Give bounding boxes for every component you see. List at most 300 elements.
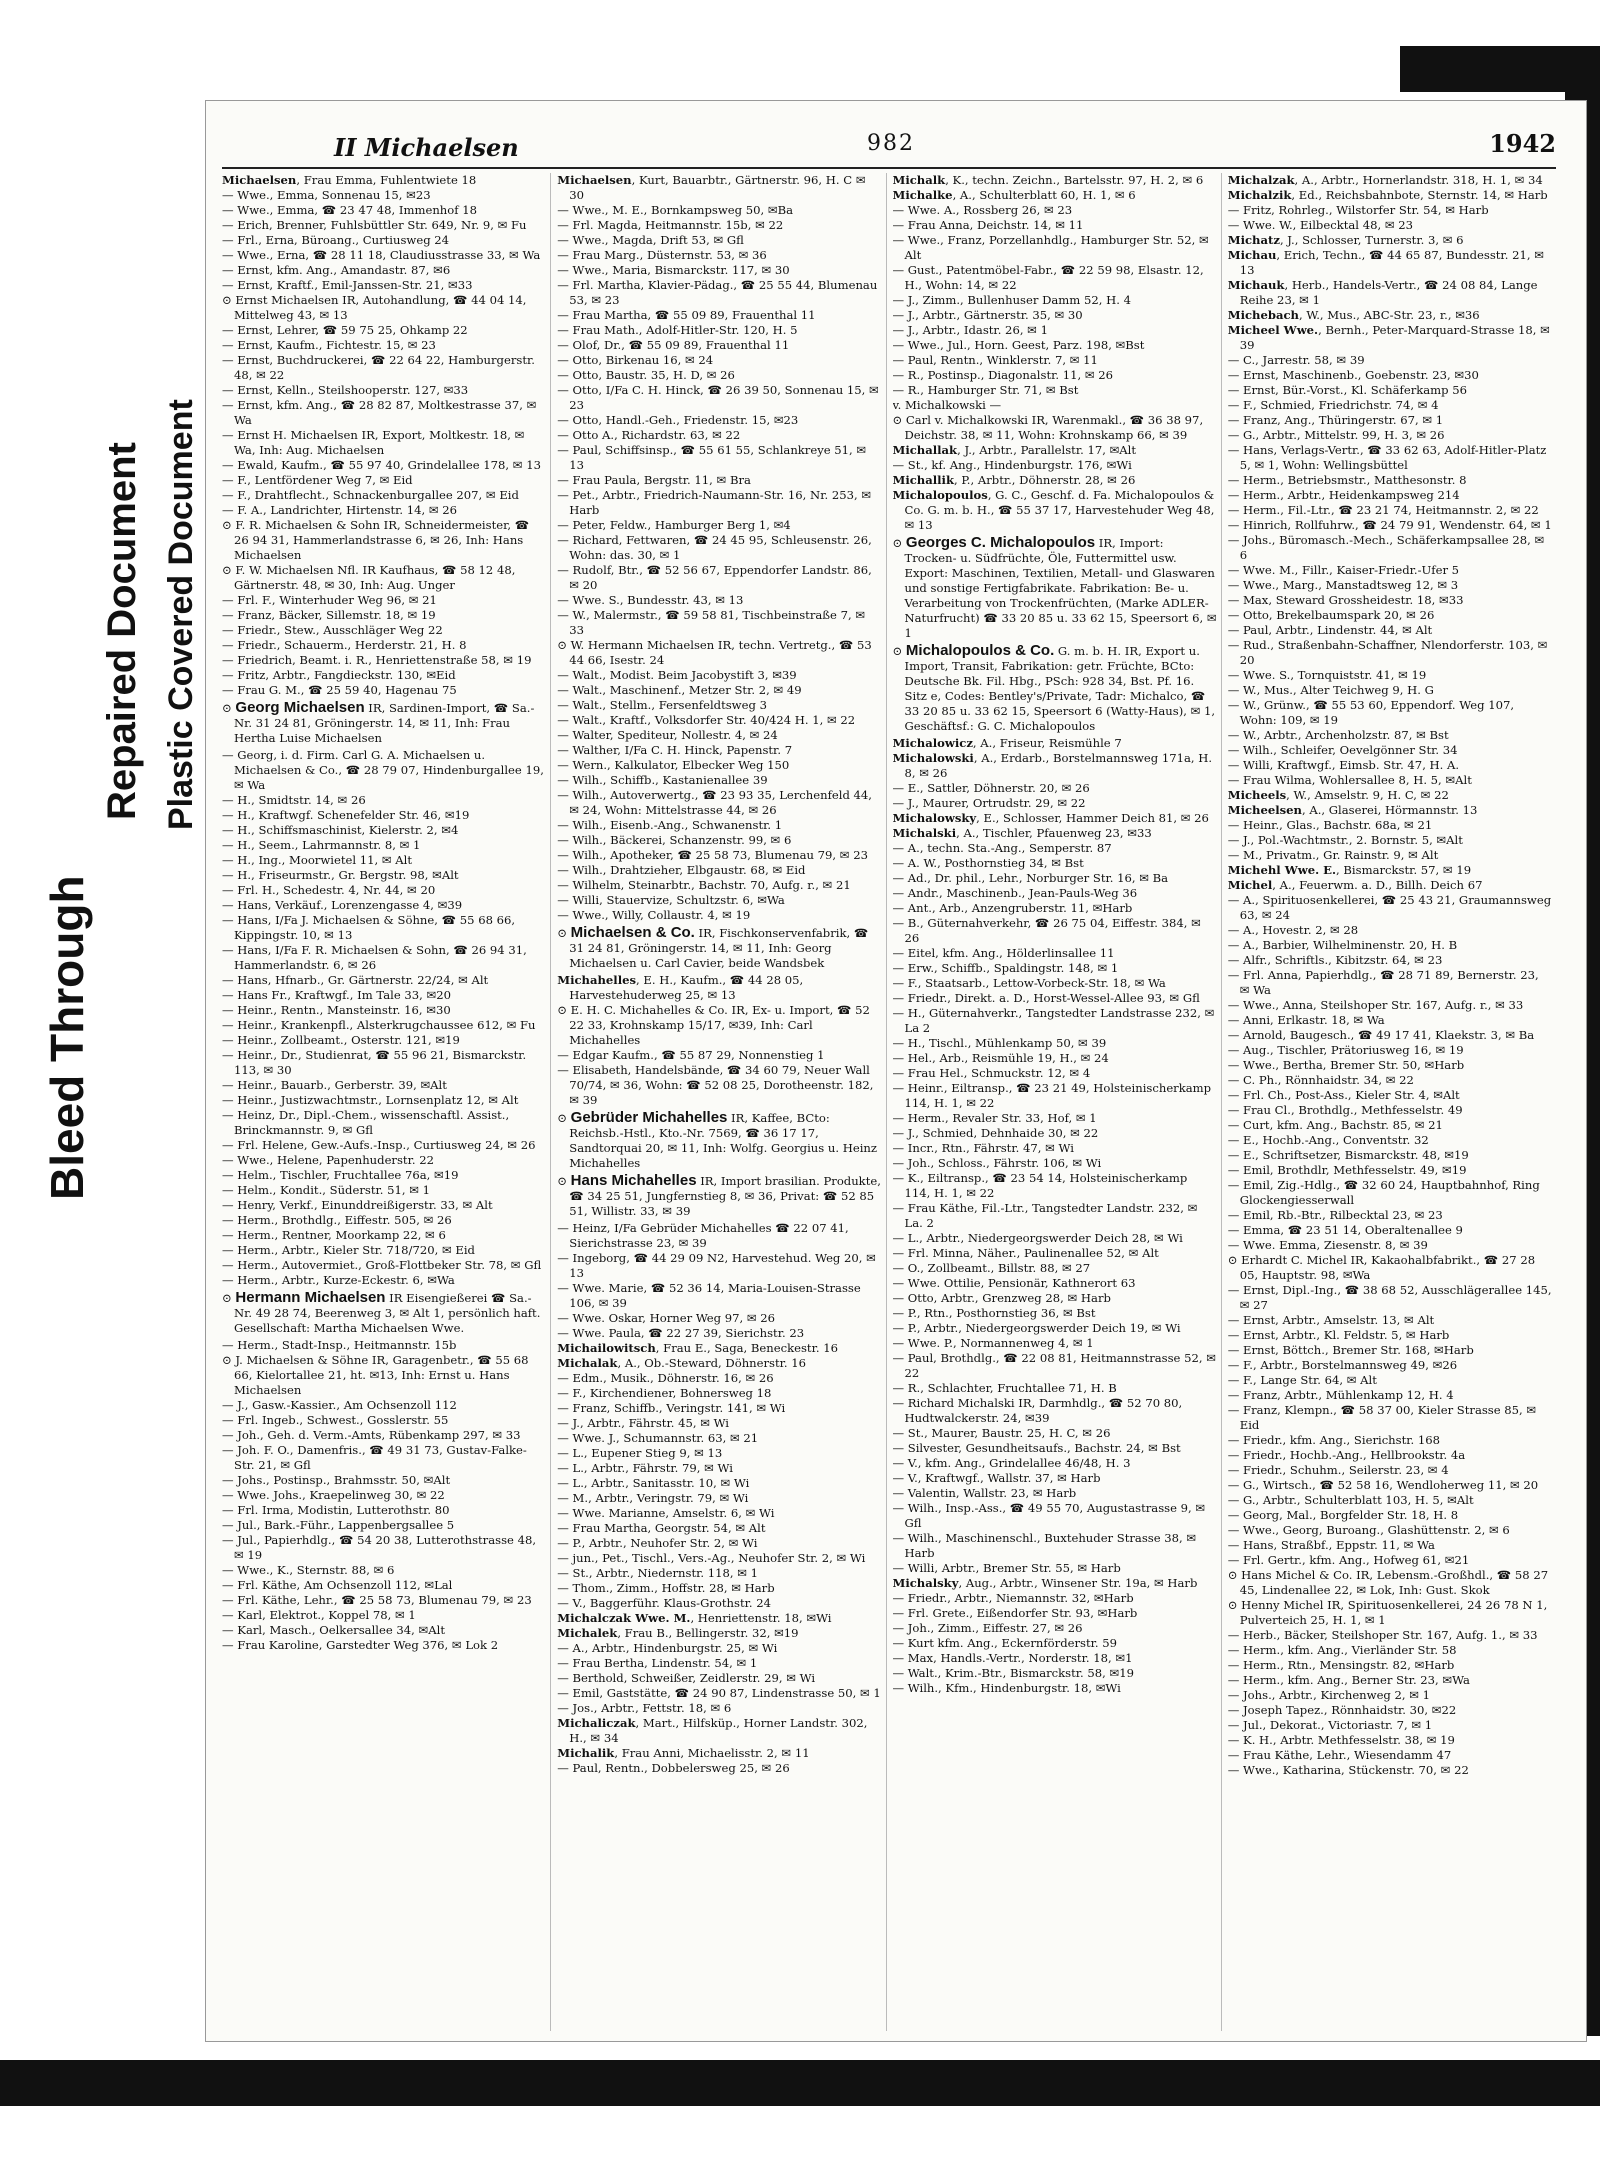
directory-entry: Michauk, Herb., Handels-Vertr., ☎ 24 08 84, Lange Reihe 23, ✉ 1 bbox=[1227, 278, 1538, 307]
directory-entry: — Helm., Tischler, Fruchtallee 76a, ✉19 bbox=[222, 1168, 459, 1182]
directory-entry: ⊙ E. H. C. Michahelles & Co. IR, Ex- u. Import, ☎ 52 22 33, Krohnskamp 15/17, ✉39, Inh: Carl Michahelles bbox=[557, 1003, 870, 1047]
directory-entry: — V., kfm. Ang., Grindelallee 46/48, H. 3 bbox=[892, 1456, 1131, 1470]
directory-entry: — F., Lange Str. 64, ✉ Alt bbox=[1227, 1373, 1377, 1387]
directory-entry: — A., Hovestr. 2, ✉ 28 bbox=[1227, 923, 1359, 937]
directory-entry: — Wwe. J., Schumannstr. 63, ✉ 21 bbox=[557, 1431, 759, 1445]
directory-entry: — Frl. Ingeb., Schwest., Gosslerstr. 55 bbox=[222, 1413, 449, 1427]
directory-entry: Michalak, A., Ob.-Steward, Döhnerstr. 16 bbox=[557, 1356, 807, 1370]
directory-entry: — Anni, Erlkastr. 18, ✉ Wa bbox=[1227, 1013, 1385, 1027]
directory-entry: — F., Lentfördener Weg 7, ✉ Eid bbox=[222, 473, 413, 487]
directory-entry: — Wwe., K., Sternstr. 88, ✉ 6 bbox=[222, 1563, 395, 1577]
directory-entry: — H., Smidtstr. 14, ✉ 26 bbox=[222, 793, 366, 807]
directory-entry: — Jos., Arbtr., Fettstr. 18, ✉ 6 bbox=[557, 1701, 732, 1715]
directory-entry: — Frau Hel., Schmuckstr. 12, ✉ 4 bbox=[892, 1066, 1091, 1080]
directory-entry: — Wwe. Ottilie, Pensionär, Kathnerort 63 bbox=[892, 1276, 1136, 1290]
directory-entry: Michatz, J., Schlosser, Turnerstr. 3, ✉ 6 bbox=[1227, 233, 1464, 247]
directory-entry: — Wwe., Magda, Drift 53, ✉ Gfl bbox=[557, 233, 744, 247]
directory-entry: — Richard, Fettwaren, ☎ 24 45 95, Schleusenstr. 26, Wohn: das. 30, ✉ 1 bbox=[557, 533, 872, 562]
directory-entry: — Willi, Stauervize, Schultzstr. 6, ✉Wa bbox=[557, 893, 785, 907]
directory-entry: — Frau Math., Adolf-Hitler-Str. 120, H. 5 bbox=[557, 323, 798, 337]
directory-entry: — Wwe. S., Bundesstr. 43, ✉ 13 bbox=[557, 593, 744, 607]
directory-entry: — Hans, Straßbf., Eppstr. 11, ✉ Wa bbox=[1227, 1538, 1435, 1552]
directory-entry: — Hans, Verkäuf., Lorenzengasse 4, ✉39 bbox=[222, 898, 463, 912]
directory-entry: — Otto, Baustr. 35, H. D, ✉ 26 bbox=[557, 368, 735, 382]
directory-entry: — H., Güternahverkr., Tangstedter Landstrasse 232, ✉ La 2 bbox=[892, 1006, 1215, 1035]
directory-entry: — Wwe., Willy, Collaustr. 4, ✉ 19 bbox=[557, 908, 751, 922]
directory-entry: — Wwe., Bertha, Bremer Str. 50, ✉Harb bbox=[1227, 1058, 1465, 1072]
directory-entry: — Fritz, Arbtr., Fangdieckstr. 130, ✉Eid bbox=[222, 668, 456, 682]
directory-entry: — Frau Käthe, Fil.-Ltr., Tangstedter Landstr. 232, ✉ La. 2 bbox=[892, 1201, 1198, 1230]
directory-entry: ⊙ Gebrüder Michahelles IR, Kaffee, BCto: Reichsb.-Hstl., Kto.-Nr. 7569, ☎ 36 17 17, Sandtorquai 20, ✉ 11, Inh: Wolfg. Georgius u. Heinz Michahelles bbox=[557, 1109, 877, 1170]
stamp-repaired-document: Repaired Document bbox=[100, 442, 144, 820]
directory-entry: — Ernst, Kaufm., Fichtestr. 15, ✉ 23 bbox=[222, 338, 436, 352]
directory-entry: — P., Arbtr., Neuhofer Str. 2, ✉ Wi bbox=[557, 1536, 758, 1550]
directory-entry: — Wilh., Bäckerei, Schanzenstr. 99, ✉ 6 bbox=[557, 833, 792, 847]
directory-entry: — Berthold, Schweißer, Zeidlerstr. 29, ✉ Wi bbox=[557, 1671, 816, 1685]
directory-entry: — Frl. F., Winterhuder Weg 96, ✉ 21 bbox=[222, 593, 437, 607]
directory-entry: Michalowsky, E., Schlosser, Hammer Deich 81, ✉ 26 bbox=[892, 811, 1209, 825]
directory-entry: — G., Arbtr., Mittelstr. 99, H. 3, ✉ 26 bbox=[1227, 428, 1445, 442]
directory-entry: — Hel., Arb., Reismühle 19, H., ✉ 24 bbox=[892, 1051, 1109, 1065]
year: 1942 bbox=[1489, 129, 1556, 158]
directory-entry: — A., techn. Sta.-Ang., Semperstr. 87 bbox=[892, 841, 1112, 855]
directory-entry: Michallak, J., Arbtr., Parallelstr. 17, ✉Alt bbox=[892, 443, 1137, 457]
directory-entry: — Hans Fr., Kraftwgf., Im Tale 33, ✉20 bbox=[222, 988, 451, 1002]
directory-entry: — Frl. Gertr., kfm. Ang., Hofweg 61, ✉21 bbox=[1227, 1553, 1470, 1567]
directory-entry: — Friedr., kfm. Ang., Sierichstr. 168 bbox=[1227, 1433, 1441, 1447]
directory-entry: — Frl. Martha, Klavier-Pädag., ☎ 25 55 44, Blumenau 53, ✉ 23 bbox=[557, 278, 878, 307]
directory-entry: — Frau Martha, Georgstr. 54, ✉ Alt bbox=[557, 1521, 766, 1535]
directory-entry: Michalke, A., Schulterblatt 60, H. 1, ✉ 6 bbox=[892, 188, 1136, 202]
directory-entry: — Otto, Brekelbaumspark 20, ✉ 26 bbox=[1227, 608, 1435, 622]
directory-entry: ⊙ Michaelsen & Co. IR, Fischkonservenfabrik, ☎ 31 24 81, Gröningerstr. 14, ✉ 11, Inh: Georg Michaelsen u. Carl Cavier, beide Wandsbek bbox=[557, 924, 869, 970]
directory-entry: ⊙ Erhardt C. Michel IR, Kakaohalbfabrikt., ☎ 27 28 05, Hauptstr. 98, ✉Wa bbox=[1227, 1253, 1536, 1282]
header-rule bbox=[222, 167, 1556, 169]
directory-entry: — Herm., Arbtr., Kurze-Eckestr. 6, ✉Wa bbox=[222, 1273, 455, 1287]
column-2 bbox=[557, 173, 886, 2031]
directory-entry: — St., Maurer, Baustr. 25, H. C, ✉ 26 bbox=[892, 1426, 1111, 1440]
directory-entry: ⊙ F. W. Michaelsen Nfl. IR Kaufhaus, ☎ 58 12 48, Gärtnerstr. 48, ✉ 30, Inh: Aug. Unger bbox=[222, 563, 516, 592]
directory-entry: — Frau Karoline, Garstedter Weg 376, ✉ Lok 2 bbox=[222, 1638, 499, 1652]
directory-entry: — Pet., Arbtr., Friedrich-Naumann-Str. 16, Nr. 253, ✉ Harb bbox=[557, 488, 872, 517]
scan-border-bottom bbox=[0, 2060, 1600, 2106]
directory-entry: — E., Schriftsetzer, Bismarckstr. 48, ✉19 bbox=[1227, 1148, 1469, 1162]
directory-entry: ⊙ Michalopoulos & Co. G. m. b. H. IR, Export u. Import, Transit, Fabrikation: getr. Früchte, BCto: Deutsche Bk. Fil. Hbg., PSch: 928 34, Bst. Pf. 16. Sitz e, Codes: Bentley's/Private, Tadr: Michalco, ☎ 33 20 85 u. 33 62 15, Speersort 6 (Watty-Haus), ✉ 1, Geschäftsf.: G. C. Michalopoulos bbox=[892, 642, 1216, 733]
directory-entry: — Hans, Hfnarb., Gr. Gärtnerstr. 22/24, ✉ Alt bbox=[222, 973, 489, 987]
directory-entry: — Johs., Arbtr., Kirchenweg 2, ✉ 1 bbox=[1227, 1688, 1431, 1702]
directory-entry: — Karl, Masch., Oelkersallee 34, ✉Alt bbox=[222, 1623, 445, 1637]
directory-entry: ⊙ Ernst Michaelsen IR, Autohandlung, ☎ 44 04 14, Mittelweg 43, ✉ 13 bbox=[222, 293, 527, 322]
directory-entry: — Herm., Betriebsmstr., Matthesonstr. 8 bbox=[1227, 473, 1467, 487]
directory-entry: — Frau G. M., ☎ 25 59 40, Hagenau 75 bbox=[222, 683, 457, 697]
directory-entry: — Ernst, Kraftf., Emil-Janssen-Str. 21, ✉33 bbox=[222, 278, 473, 292]
directory-entry: — Henry, Verkf., Einunddreißigerstr. 33, ✉ Alt bbox=[222, 1198, 493, 1212]
directory-entry: — C. Ph., Rönnhaidstr. 34, ✉ 22 bbox=[1227, 1073, 1414, 1087]
directory-entry: — Otto, I/Fa C. H. Hinck, ☎ 26 39 50, Sonnenau 15, ✉ 23 bbox=[557, 383, 879, 412]
directory-entry: — Hans, I/Fa F. R. Michaelsen & Sohn, ☎ 26 94 31, Hammerlandstr. 6, ✉ 26 bbox=[222, 943, 527, 972]
directory-entry: — Johs., Büromasch.-Mech., Schäferkampsallee 28, ✉ 6 bbox=[1227, 533, 1545, 562]
directory-entry: — Georg, i. d. Firm. Carl G. A. Michaelsen u. Michaelsen & Co., ☎ 28 79 07, Hindenburgallee 19, ✉ Wa bbox=[222, 748, 544, 792]
directory-entry: — Herm., Arbtr., Heidenkampsweg 214 bbox=[1227, 488, 1460, 502]
directory-entry: — Franz, Ang., Thüringerstr. 67, ✉ 1 bbox=[1227, 413, 1444, 427]
directory-entry: — Frl. H., Schedestr. 4, Nr. 44, ✉ 20 bbox=[222, 883, 436, 897]
directory-entry: — Joh., Geh. d. Verm.-Amts, Rübenkamp 297, ✉ 33 bbox=[222, 1428, 521, 1442]
directory-entry: — Wwe. Marie, ☎ 52 36 14, Maria-Louisen-Strasse 106, ✉ 39 bbox=[557, 1281, 861, 1310]
column-4 bbox=[1228, 173, 1556, 2031]
directory-entry: Michallik, P., Arbtr., Döhnerstr. 28, ✉ 26 bbox=[892, 473, 1136, 487]
directory-entry: — Franz, Arbtr., Mühlenkamp 12, H. 4 bbox=[1227, 1388, 1454, 1402]
directory-entry: — Friedr., Stew., Ausschläger Weg 22 bbox=[222, 623, 443, 637]
directory-entry: — Ernst, kfm. Ang., Amandastr. 87, ✉6 bbox=[222, 263, 451, 277]
directory-entry: — Heinr., Dr., Studienrat, ☎ 55 96 21, Bismarckstr. 113, ✉ 30 bbox=[222, 1048, 527, 1077]
directory-entry: — R., Postinsp., Diagonalstr. 11, ✉ 26 bbox=[892, 368, 1114, 382]
directory-entry: — W., Malermstr., ☎ 59 58 81, Tischbeinstraße 7, ✉ 33 bbox=[557, 608, 866, 637]
directory-entry: — M., Privatm., Gr. Rainstr. 9, ✉ Alt bbox=[1227, 848, 1439, 862]
directory-entry: — F. A., Landrichter, Hirtenstr. 14, ✉ 26 bbox=[222, 503, 458, 517]
directory-entry: — Frau Anna, Deichstr. 14, ✉ 11 bbox=[892, 218, 1084, 232]
directory-entry: — Herm., Fil.-Ltr., ☎ 23 21 74, Heitmannstr. 2, ✉ 22 bbox=[1227, 503, 1539, 517]
directory-entry: — Peter, Feldw., Hamburger Berg 1, ✉4 bbox=[557, 518, 791, 532]
directory-entry: — Rudolf, Btr., ☎ 52 56 67, Eppendorfer Landstr. 86, ✉ 20 bbox=[557, 563, 872, 592]
directory-entry: — Wilh., Autoverwertg., ☎ 23 93 35, Lerchenfeld 44, ✉ 24, Wohn: Mittelstrasse 44, ✉ 26 bbox=[557, 788, 872, 817]
directory-entry: ⊙ Georges C. Michalopoulos IR, Import: Trocken- u. Südfrüchte, Öle, Futtermittel usw. Export: Maschinen, Textilien, Metall- und Glaswaren und sonstige Fertigfabrikate. Fabrikation: Be- u. Verarbeitung von Trockenfrüchten, (Marke ADLER-Naturfrucht) ☎ 33 20 85 u. 33 62 15, Speersort 6, ✉ 1 bbox=[892, 534, 1217, 640]
directory-entry: — A., Arbtr., Hindenburgstr. 25, ✉ Wi bbox=[557, 1641, 778, 1655]
directory-entry: — O., Zollbeamt., Billstr. 88, ✉ 27 bbox=[892, 1261, 1091, 1275]
directory-entry: — J., Gasw.-Kassier., Am Ochsenzoll 112 bbox=[222, 1398, 457, 1412]
directory-entry: — C., Jarrestr. 58, ✉ 39 bbox=[1227, 353, 1365, 367]
directory-entry: — Wwe., Anna, Steilshoper Str. 167, Aufg. r., ✉ 33 bbox=[1227, 998, 1524, 1012]
directory-entry: — Erw., Schiffb., Spaldingstr. 148, ✉ 1 bbox=[892, 961, 1119, 975]
column-3 bbox=[893, 173, 1222, 2031]
directory-entry: — W., Grünw., ☎ 55 53 60, Eppendorf. Weg 107, Wohn: 109, ✉ 19 bbox=[1227, 698, 1515, 727]
directory-entry: — Paul, Schiffsinsp., ☎ 55 61 55, Schlankreye 51, ✉ 13 bbox=[557, 443, 867, 472]
directory-entry: — Wwe., Jul., Horn. Geest, Parz. 198, ✉Bst bbox=[892, 338, 1145, 352]
directory-entry: — L., Arbtr., Fährstr. 79, ✉ Wi bbox=[557, 1461, 733, 1475]
directory-entry: Michalek, Frau B., Bellingerstr. 32, ✉19 bbox=[557, 1626, 799, 1640]
directory-entry: — Wilh., Schleifer, Oevelgönner Str. 34 bbox=[1227, 743, 1458, 757]
directory-entry: — Frau Wilma, Wohlersallee 8, H. 5, ✉Alt bbox=[1227, 773, 1472, 787]
directory-entry: — Wilh., Drahtzieher, Elbgaustr. 68, ✉ Eid bbox=[557, 863, 806, 877]
directory-entry: — Heinr., Bauarb., Gerberstr. 39, ✉Alt bbox=[222, 1078, 447, 1092]
directory-entry: — Ewald, Kaufm., ☎ 55 97 40, Grindelallee 178, ✉ 13 bbox=[222, 458, 541, 472]
directory-entry: — Heinz, I/Fa Gebrüder Michahelles ☎ 22 07 41, Sierichstrasse 23, ✉ 39 bbox=[557, 1221, 849, 1250]
directory-entry: — A., Spirituosenkellerei, ☎ 25 43 21, Graumannsweg 63, ✉ 24 bbox=[1227, 893, 1552, 922]
directory-entry: — L., Arbtr., Sanitasstr. 10, ✉ Wi bbox=[557, 1476, 750, 1490]
directory-entry: — Emil, Brothdlr, Methfesselstr. 49, ✉19 bbox=[1227, 1163, 1467, 1177]
directory-entry: — Frl. Magda, Heitmannstr. 15b, ✉ 22 bbox=[557, 218, 784, 232]
directory-entry: — Wwe. Paula, ☎ 22 27 39, Sierichstr. 23 bbox=[557, 1326, 805, 1340]
directory-entry: — Wwe., Helene, Papenhuderstr. 22 bbox=[222, 1153, 434, 1167]
directory-entry: — Friedr., Arbtr., Niemannstr. 32, ✉Harb bbox=[892, 1591, 1134, 1605]
listing-columns bbox=[222, 173, 1556, 2031]
directory-entry: — Wwe. W., Eilbecktal 48, ✉ 23 bbox=[1227, 218, 1413, 232]
directory-entry: Michehl Wwe. E., Bismarckstr. 57, ✉ 19 bbox=[1227, 863, 1472, 877]
directory-entry: — Georg, Mal., Borgfelder Str. 18, H. 8 bbox=[1227, 1508, 1459, 1522]
directory-entry: — F., Drahtflecht., Schnackenburgallee 207, ✉ Eid bbox=[222, 488, 519, 502]
directory-entry: — Ernst, Böttch., Bremer Str. 168, ✉Harb bbox=[1227, 1343, 1474, 1357]
directory-entry: — Ernst, Lehrer, ☎ 59 75 25, Ohkamp 22 bbox=[222, 323, 468, 337]
directory-entry: — Ingeborg, ☎ 44 29 09 N2, Harvestehud. Weg 20, ✉ 13 bbox=[557, 1251, 876, 1280]
directory-entry: Michalowski, A., Erdarb., Borstelmannsweg 171a, H. 8, ✉ 26 bbox=[892, 751, 1213, 780]
directory-entry: — Otto, Handl.-Geh., Friedenstr. 15, ✉23 bbox=[557, 413, 799, 427]
directory-entry: — Frau Bertha, Lindenstr. 54, ✉ 1 bbox=[557, 1656, 758, 1670]
directory-entry: — Alfr., Schriftls., Kibitzstr. 64, ✉ 23 bbox=[1227, 953, 1443, 967]
directory-entry: — Eitel, kfm. Ang., Hölderlinsallee 11 bbox=[892, 946, 1115, 960]
directory-entry: — Wwe., Maria, Bismarckstr. 117, ✉ 30 bbox=[557, 263, 790, 277]
directory-entry: — Herm., kfm. Ang., Vierländer Str. 58 bbox=[1227, 1643, 1457, 1657]
directory-entry: — F., Schmied, Friedrichstr. 74, ✉ 4 bbox=[1227, 398, 1439, 412]
directory-entry: — Walt., Modist. Beim Jacobystift 3, ✉39 bbox=[557, 668, 797, 682]
directory-entry: — Frl. Ch., Post-Ass., Kieler Str. 4, ✉Alt bbox=[1227, 1088, 1460, 1102]
directory-entry: Michailowitsch, Frau E., Saga, Beneckestr. 16 bbox=[557, 1341, 838, 1355]
directory-entry: — E., Hochb.-Ang., Conventstr. 32 bbox=[1227, 1133, 1429, 1147]
directory-entry: — Ernst, Dipl.-Ing., ☎ 38 68 52, Ausschlägerallee 145, ✉ 27 bbox=[1227, 1283, 1552, 1312]
directory-entry: Micheelsen, A., Glaserei, Hörmannstr. 13 bbox=[1227, 803, 1478, 817]
directory-entry: — Wwe., Erna, ☎ 28 11 18, Claudiusstrasse 33, ✉ Wa bbox=[222, 248, 541, 262]
directory-entry: — Fritz, Rohrleg., Wilstorfer Str. 54, ✉ Harb bbox=[1227, 203, 1489, 217]
directory-entry: — Joh., Zimm., Eiffestr. 27, ✉ 26 bbox=[892, 1621, 1083, 1635]
directory-entry: — Herm., Stadt-Insp., Heitmannstr. 15b bbox=[222, 1338, 457, 1352]
directory-entry: Michalzak, A., Arbtr., Hornerlandstr. 318, H. 1, ✉ 34 bbox=[1227, 173, 1543, 187]
directory-entry: — W., Mus., Alter Teichweg 9, H. G bbox=[1227, 683, 1434, 697]
directory-entry: Micheel Wwe., Bernh., Peter-Marquard-Strasse 18, ✉ 39 bbox=[1227, 323, 1550, 352]
directory-entry: — J., Pol.-Wachtmstr., 2. Bornstr. 5, ✉Alt bbox=[1227, 833, 1463, 847]
column-1 bbox=[222, 173, 551, 2031]
directory-entry: — Wwe. Emma, Ziesenstr. 8, ✉ 39 bbox=[1227, 1238, 1428, 1252]
directory-entry: — Otto A., Richardstr. 63, ✉ 22 bbox=[557, 428, 741, 442]
directory-entry: ⊙ J. Michaelsen & Söhne IR, Garagenbetr., ☎ 55 68 66, Kielortallee 21, ht. ✉13, Inh: Ernst u. Hans Michaelsen bbox=[222, 1353, 529, 1397]
page-header bbox=[222, 115, 1556, 162]
directory-entry: — Paul, Brothdlg., ☎ 22 08 81, Heitmannstrasse 52, ✉ 22 bbox=[892, 1351, 1216, 1380]
directory-entry: — Willi, Kraftwgf., Eimsb. Str. 47, H. A. bbox=[1227, 758, 1460, 772]
directory-entry: ⊙ W. Hermann Michaelsen IR, techn. Vertretg., ☎ 53 44 66, Isestr. 24 bbox=[557, 638, 872, 667]
directory-entry: — Heinr., Glas., Bachstr. 68a, ✉ 21 bbox=[1227, 818, 1433, 832]
directory-entry: — Kurt kfm. Ang., Eckernförderstr. 59 bbox=[892, 1636, 1118, 1650]
directory-entry: Michalik, Frau Anni, Michaelisstr. 2, ✉ 11 bbox=[557, 1746, 810, 1760]
directory-entry: — Rud., Straßenbahn-Schaffner, Nlendorferstr. 103, ✉ 20 bbox=[1227, 638, 1548, 667]
directory-entry: Michalk, K., techn. Zeichn., Bartelsstr. 97, H. 2, ✉ 6 bbox=[892, 173, 1204, 187]
directory-entry: — Hans, Verlags-Vertr., ☎ 33 62 63, Adolf-Hitler-Platz 5, ✉ 1, Wohn: Wellingsbüttel bbox=[1227, 443, 1547, 472]
directory-entry: — Frau Martha, ☎ 55 09 89, Frauenthal 11 bbox=[557, 308, 816, 322]
directory-entry: — Jul., Papierhdlg., ☎ 54 20 38, Lutterothstrasse 48, ✉ 19 bbox=[222, 1533, 537, 1562]
directory-entry: — Ernst, Arbtr., Kl. Feldstr. 5, ✉ Harb bbox=[1227, 1328, 1450, 1342]
directory-entry: — Friedr., Direkt. a. D., Horst-Wessel-Allee 93, ✉ Gfl bbox=[892, 991, 1200, 1005]
directory-entry: — Wilhelm, Steinarbtr., Bachstr. 70, Aufg. r., ✉ 21 bbox=[557, 878, 851, 892]
directory-entry: — Wwe. Oskar, Horner Weg 97, ✉ 26 bbox=[557, 1311, 776, 1325]
directory-entry: Michau, Erich, Techn., ☎ 44 65 87, Bundesstr. 21, ✉ 13 bbox=[1227, 248, 1544, 277]
directory-entry: — Joh. F. O., Damenfris., ☎ 49 31 73, Gustav-Falke-Str. 21, ✉ Gfl bbox=[222, 1443, 527, 1472]
directory-entry: — Wwe. M., Fillr., Kaiser-Friedr.-Ufer 5 bbox=[1227, 563, 1460, 577]
directory-entry: — Frau Käthe, Lehr., Wiesendamm 47 bbox=[1227, 1748, 1452, 1762]
stamp-bleed-through: Bleed Through bbox=[41, 875, 93, 1200]
directory-entry: — Frl. Helene, Gew.-Aufs.-Insp., Curtiusweg 24, ✉ 26 bbox=[222, 1138, 536, 1152]
directory-entry: — Herm., Brothdlg., Eiffestr. 505, ✉ 26 bbox=[222, 1213, 452, 1227]
directory-entry: — J., Maurer, Ortrudstr. 29, ✉ 22 bbox=[892, 796, 1086, 810]
directory-entry: — Friedr., Schuhm., Seilerstr. 23, ✉ 4 bbox=[1227, 1463, 1449, 1477]
directory-entry: — Wwe., Emma, Sonnenau 15, ✉23 bbox=[222, 188, 431, 202]
directory-entry: — jun., Pet., Tischl., Vers.-Ag., Neuhofer Str. 2, ✉ Wi bbox=[557, 1551, 866, 1565]
directory-entry: — Walter, Spediteur, Nollestr. 4, ✉ 24 bbox=[557, 728, 778, 742]
directory-entry: — Frau Cl., Brothdlg., Methfesselstr. 49 bbox=[1227, 1103, 1463, 1117]
directory-entry: — G., Wirtsch., ☎ 52 58 16, Wendloherweg 11, ✉ 20 bbox=[1227, 1478, 1539, 1492]
directory-entry: — Hans, I/Fa J. Michaelsen & Söhne, ☎ 55 68 66, Kippingstr. 10, ✉ 13 bbox=[222, 913, 516, 942]
scan-stamp bbox=[40, 180, 200, 1200]
directory-entry: — R., Hamburger Str. 71, ✉ Bst bbox=[892, 383, 1079, 397]
directory-entry: — L., Eupener Stieg 9, ✉ 13 bbox=[557, 1446, 723, 1460]
directory-entry: — Friedr., Hochb.-Ang., Hellbrookstr. 4a bbox=[1227, 1448, 1466, 1462]
directory-entry: v. Michalkowski — bbox=[892, 398, 1002, 412]
directory-entry: — Joh., Schloss., Fährstr. 106, ✉ Wi bbox=[892, 1156, 1102, 1170]
directory-entry: — Wilh., Schiffb., Kastanienallee 39 bbox=[557, 773, 768, 787]
directory-entry: — Otto, Birkenau 16, ✉ 24 bbox=[557, 353, 714, 367]
directory-entry: — Wwe. A., Rossberg 26, ✉ 23 bbox=[892, 203, 1073, 217]
directory-entry: — Richard Michalski IR, Darmhdlg., ☎ 52 70 80, Hudtwalckerstr. 24, ✉39 bbox=[892, 1396, 1183, 1425]
directory-entry: — Wwe. S., Tornquiststr. 41, ✉ 19 bbox=[1227, 668, 1427, 682]
directory-entry: — St., kf. Ang., Hindenburgstr. 176, ✉Wi bbox=[892, 458, 1132, 472]
directory-entry: — H., Friseurmstr., Gr. Bergstr. 98, ✉Alt bbox=[222, 868, 459, 882]
directory-entry: — Olof, Dr., ☎ 55 09 89, Frauenthal 11 bbox=[557, 338, 790, 352]
directory-entry: Michalski, A., Tischler, Pfauenweg 23, ✉33 bbox=[892, 826, 1152, 840]
page-number: 982 bbox=[867, 131, 915, 156]
directory-entry: — H., Kraftwgf. Schenefelder Str. 46, ✉19 bbox=[222, 808, 470, 822]
directory-entry: — Aug., Tischler, Prätoriusweg 16, ✉ 19 bbox=[1227, 1043, 1464, 1057]
directory-entry: — H., Seem., Lahrmannstr. 8, ✉ 1 bbox=[222, 838, 421, 852]
directory-entry: — Willi, Arbtr., Bremer Str. 55, ✉ Harb bbox=[892, 1561, 1121, 1575]
directory-entry: — P., Arbtr., Niedergeorgswerder Deich 19, ✉ Wi bbox=[892, 1321, 1181, 1335]
directory-entry: — Walt., Kraftf., Volksdorfer Str. 40/424 H. 1, ✉ 22 bbox=[557, 713, 856, 727]
directory-entry: — Wwe. Johs., Kraepelinweg 30, ✉ 22 bbox=[222, 1488, 445, 1502]
directory-entry: — Friedrich, Beamt. i. R., Henriettenstraße 58, ✉ 19 bbox=[222, 653, 532, 667]
directory-entry: — Ernst, Bür.-Vorst., Kl. Schäferkamp 56 bbox=[1227, 383, 1468, 397]
directory-entry: — P., Rtn., Posthornstieg 36, ✉ Bst bbox=[892, 1306, 1096, 1320]
directory-entry: — Ant., Arb., Anzengruberstr. 11, ✉Harb bbox=[892, 901, 1133, 915]
directory-entry: — Frl. Käthe, Am Ochsenzoll 112, ✉Lal bbox=[222, 1578, 453, 1592]
directory-entry: — Arnold, Baugesch., ☎ 49 17 41, Klaekstr. 3, ✉ Ba bbox=[1227, 1028, 1535, 1042]
directory-entry: — Frl. Grete., Eißendorfer Str. 93, ✉Harb bbox=[892, 1606, 1138, 1620]
directory-entry: — H., Schiffsmaschinist, Kielerstr. 2, ✉4 bbox=[222, 823, 459, 837]
directory-entry: — W., Arbtr., Archenholzstr. 87, ✉ Bst bbox=[1227, 728, 1449, 742]
directory-entry: — H., Tischl., Mühlenkamp 50, ✉ 39 bbox=[892, 1036, 1107, 1050]
directory-entry: — Hinrich, Rollfuhrw., ☎ 24 79 91, Wendenstr. 64, ✉ 1 bbox=[1227, 518, 1552, 532]
directory-entry: — Helm., Kondit., Süderstr. 51, ✉ 1 bbox=[222, 1183, 431, 1197]
directory-entry: — Friedr., Schauerm., Herderstr. 21, H. 8 bbox=[222, 638, 467, 652]
directory-entry: — Walt., Krim.-Btr., Bismarckstr. 58, ✉19 bbox=[892, 1666, 1135, 1680]
directory-entry: — Frl., Erna, Büroang., Curtiusweg 24 bbox=[222, 233, 450, 247]
stamp-plastic-covered: Plastic Covered Document bbox=[162, 399, 200, 830]
directory-entry: — Wilh., Eisenb.-Ang., Schwanenstr. 1 bbox=[557, 818, 783, 832]
directory-entry: Michaliczak, Mart., Hilfsküp., Horner Landstr. 302, H., ✉ 34 bbox=[557, 1716, 868, 1745]
directory-entry: — Incr., Rtn., Fährstr. 47, ✉ Wi bbox=[892, 1141, 1074, 1155]
directory-entry: — J., Arbtr., Gärtnerstr. 35, ✉ 30 bbox=[892, 308, 1083, 322]
directory-entry: — Jul., Dekorat., Victoriastr. 7, ✉ 1 bbox=[1227, 1718, 1433, 1732]
directory-entry: — F., Staatsarb., Lettow-Vorbeck-Str. 18, ✉ Wa bbox=[892, 976, 1166, 990]
directory-entry: — Wilh., Kfm., Hindenburgstr. 18, ✉Wi bbox=[892, 1681, 1121, 1695]
directory-entry: — R., Schlachter, Fruchtallee 71, H. B bbox=[892, 1381, 1117, 1395]
directory-entry: — M., Arbtr., Veringstr. 79, ✉ Wi bbox=[557, 1491, 749, 1505]
directory-entry: — Frl. Anna, Papierhdlg., ☎ 28 71 89, Bernerstr. 23, ✉ Wa bbox=[1227, 968, 1539, 997]
directory-entry: ⊙ F. R. Michaelsen & Sohn IR, Schneidermeister, ☎ 26 94 31, Hammerlandstrasse 6, ✉ 26, Inh: Hans Michaelsen bbox=[222, 518, 530, 562]
directory-entry: — Wilh., Maschinenschl., Buxtehuder Strasse 38, ✉ Harb bbox=[892, 1531, 1197, 1560]
directory-entry: — Elisabeth, Handelsbände, ☎ 34 60 79, Neuer Wall 70/74, ✉ 36, Wohn: ☎ 52 08 25, Dorotheenstr. 182, ✉ 39 bbox=[557, 1063, 874, 1107]
directory-entry: — E., Sattler, Döhnerstr. 20, ✉ 26 bbox=[892, 781, 1090, 795]
directory-entry: — Herb., Bäcker, Steilshoper Str. 167, Aufg. 1., ✉ 33 bbox=[1227, 1628, 1538, 1642]
directory-entry: Michalsky, Aug., Arbtr., Winsener Str. 19a, ✉ Harb bbox=[892, 1576, 1198, 1590]
directory-entry: — Heinr., Krankenpfl., Alsterkrugchaussee 612, ✉ Fu bbox=[222, 1018, 536, 1032]
directory-entry: Michalopoulos, G. C., Geschf. d. Fa. Michalopoulos & Co. G. m. b. H., ☎ 55 37 17, Harvestehuder Weg 48, ✉ 13 bbox=[892, 488, 1215, 532]
directory-entry: Micheels, W., Amselstr. 9, H. C, ✉ 22 bbox=[1227, 788, 1449, 802]
directory-entry: — Paul, Rentn., Dobbelersweg 25, ✉ 26 bbox=[557, 1761, 790, 1775]
directory-entry: — Franz, Schiffb., Veringstr. 141, ✉ Wi bbox=[557, 1401, 786, 1415]
directory-entry: — Jul., Bark.-Führ., Lappenbergsallee 5 bbox=[222, 1518, 455, 1532]
directory-entry: — Silvester, Gesundheitsaufs., Bachstr. 24, ✉ Bst bbox=[892, 1441, 1181, 1455]
directory-entry: — Franz, Bäcker, Sillemstr. 18, ✉ 19 bbox=[222, 608, 436, 622]
directory-entry: — K. H., Arbtr. Methfesselstr. 38, ✉ 19 bbox=[1227, 1733, 1455, 1747]
directory-entry: — Karl, Elektrot., Koppel 78, ✉ 1 bbox=[222, 1608, 416, 1622]
directory-entry: — Johs., Postinsp., Brahmsstr. 50, ✉Alt bbox=[222, 1473, 451, 1487]
directory-entry: ⊙ Carl v. Michalkowski IR, Warenmakl., ☎ 36 38 97, Deichstr. 38, ✉ 11, Wohn: Krohnskamp 66, ✉ 39 bbox=[892, 413, 1204, 442]
directory-entry: — G., Arbtr., Schulterblatt 103, H. 5, ✉Alt bbox=[1227, 1493, 1474, 1507]
directory-entry: — Gust., Patentmöbel-Fabr., ☎ 22 59 98, Elsastr. 12, H., Wohn: 14, ✉ 22 bbox=[892, 263, 1204, 292]
directory-page bbox=[205, 100, 1587, 2042]
directory-entry: — Wern., Kalkulator, Elbecker Weg 150 bbox=[557, 758, 790, 772]
directory-entry: — Frl. Käthe, Lehr., ☎ 25 58 73, Blumenau 79, ✉ 23 bbox=[222, 1593, 532, 1607]
directory-entry: — Walt., Stellm., Fersenfeldtsweg 3 bbox=[557, 698, 767, 712]
directory-entry: — Paul, Rentn., Winklerstr. 7, ✉ 11 bbox=[892, 353, 1098, 367]
directory-entry: — Walt., Maschinenf., Metzer Str. 2, ✉ 49 bbox=[557, 683, 802, 697]
directory-entry: — Wilh., Insp.-Ass., ☎ 49 55 70, Augustastrasse 9, ✉ Gfl bbox=[892, 1501, 1206, 1530]
directory-entry: — J., Zimm., Bullenhuser Damm 52, H. 4 bbox=[892, 293, 1131, 307]
directory-entry: — Ernst H. Michaelsen IR, Export, Moltkestr. 18, ✉ Wa, Inh: Aug. Michaelsen bbox=[222, 428, 525, 457]
directory-entry: — Curt, kfm. Ang., Bachstr. 85, ✉ 21 bbox=[1227, 1118, 1443, 1132]
directory-entry: — Heinr., Rentn., Mansteinstr. 16, ✉30 bbox=[222, 1003, 451, 1017]
directory-entry: — A. W., Posthornstieg 34, ✉ Bst bbox=[892, 856, 1084, 870]
directory-entry: — Heinr., Eiltransp., ☎ 23 21 49, Holsteinischerkamp 114, H. 1, ✉ 22 bbox=[892, 1081, 1212, 1110]
directory-entry: Michalczak Wwe. M., Henriettenstr. 18, ✉Wi bbox=[557, 1611, 832, 1625]
directory-entry: — Andr., Maschinenb., Jean-Pauls-Weg 36 bbox=[892, 886, 1138, 900]
directory-entry: — Wwe., Emma, ☎ 23 47 48, Immenhof 18 bbox=[222, 203, 477, 217]
directory-entry: — Ernst, Buchdruckerei, ☎ 22 64 22, Hamburgerstr. 48, ✉ 22 bbox=[222, 353, 535, 382]
directory-entry: — Joseph Tapez., Rönnhaidstr. 30, ✉22 bbox=[1227, 1703, 1457, 1717]
directory-entry: — Herm., kfm. Ang., Berner Str. 23, ✉Wa bbox=[1227, 1673, 1470, 1687]
directory-entry: — Wwe., Marg., Manstadtsweg 12, ✉ 3 bbox=[1227, 578, 1459, 592]
directory-entry: — Edm., Musik., Döhnerstr. 16, ✉ 26 bbox=[557, 1371, 774, 1385]
directory-entry: ⊙ Hans Michel & Co. IR, Lebensm.-Großhdl., ☎ 58 27 45, Lindenallee 22, ✉ Lok, Inh: Gust. Skok bbox=[1227, 1568, 1549, 1597]
directory-entry: — Frau Marg., Düsternstr. 53, ✉ 36 bbox=[557, 248, 767, 262]
directory-entry: ⊙ Hermann Michaelsen IR Eisengießerei ☎ Sa.-Nr. 49 28 74, Beerenweg 3, ✉ Alt 1, persönlich haft. Gesellschaft: Martha Michaelsen Wwe. bbox=[222, 1289, 541, 1335]
directory-entry: — Frl. Irma, Modistin, Lutterothstr. 80 bbox=[222, 1503, 450, 1517]
directory-entry: Michebach, W., Mus., ABC-Str. 23, r., ✉36 bbox=[1227, 308, 1480, 322]
directory-entry: — Wwe., Franz, Porzellanhdlg., Hamburger Str. 52, ✉ Alt bbox=[892, 233, 1209, 262]
directory-entry: — Herm., Autovermiet., Groß-Flottbeker Str. 78, ✉ Gfl bbox=[222, 1258, 542, 1272]
directory-entry: — Frau Paula, Bergstr. 11, ✉ Bra bbox=[557, 473, 751, 487]
directory-entry: — Ernst, Kelln., Steilshooperstr. 127, ✉33 bbox=[222, 383, 469, 397]
directory-entry: Michaelsen, Frau Emma, Fuhlentwiete 18 bbox=[222, 173, 477, 187]
directory-entry: — Paul, Arbtr., Lindenstr. 44, ✉ Alt bbox=[1227, 623, 1433, 637]
directory-entry: — V., Baggerführ. Klaus-Grothstr. 24 bbox=[557, 1596, 771, 1610]
directory-entry: — H., Ing., Moorwietel 11, ✉ Alt bbox=[222, 853, 413, 867]
directory-entry: — Wwe., Katharina, Stückenstr. 70, ✉ 22 bbox=[1227, 1763, 1469, 1777]
directory-entry: — Herm., Revaler Str. 33, Hof, ✉ 1 bbox=[892, 1111, 1097, 1125]
directory-entry: — Frl. Minna, Näher., Paulinenallee 52, ✉ Alt bbox=[892, 1246, 1159, 1260]
directory-entry: — Wwe., M. E., Bornkampsweg 50, ✉Ba bbox=[557, 203, 794, 217]
directory-entry: — Valentin, Wallstr. 23, ✉ Harb bbox=[892, 1486, 1077, 1500]
directory-entry: — Wwe., Georg, Buroang., Glashüttenstr. 2, ✉ 6 bbox=[1227, 1523, 1510, 1537]
directory-entry: — Emma, ☎ 23 51 14, Oberaltenallee 9 bbox=[1227, 1223, 1463, 1237]
directory-entry: — J., Arbtr., Fährstr. 45, ✉ Wi bbox=[557, 1416, 730, 1430]
directory-entry: — St., Arbtr., Niedernstr. 118, ✉ 1 bbox=[557, 1566, 759, 1580]
directory-entry: — Wwe. Marianne, Amselstr. 6, ✉ Wi bbox=[557, 1506, 775, 1520]
directory-entry: — K., Eiltransp., ☎ 23 54 14, Holsteinischerkamp 114, H. 1, ✉ 22 bbox=[892, 1171, 1188, 1200]
